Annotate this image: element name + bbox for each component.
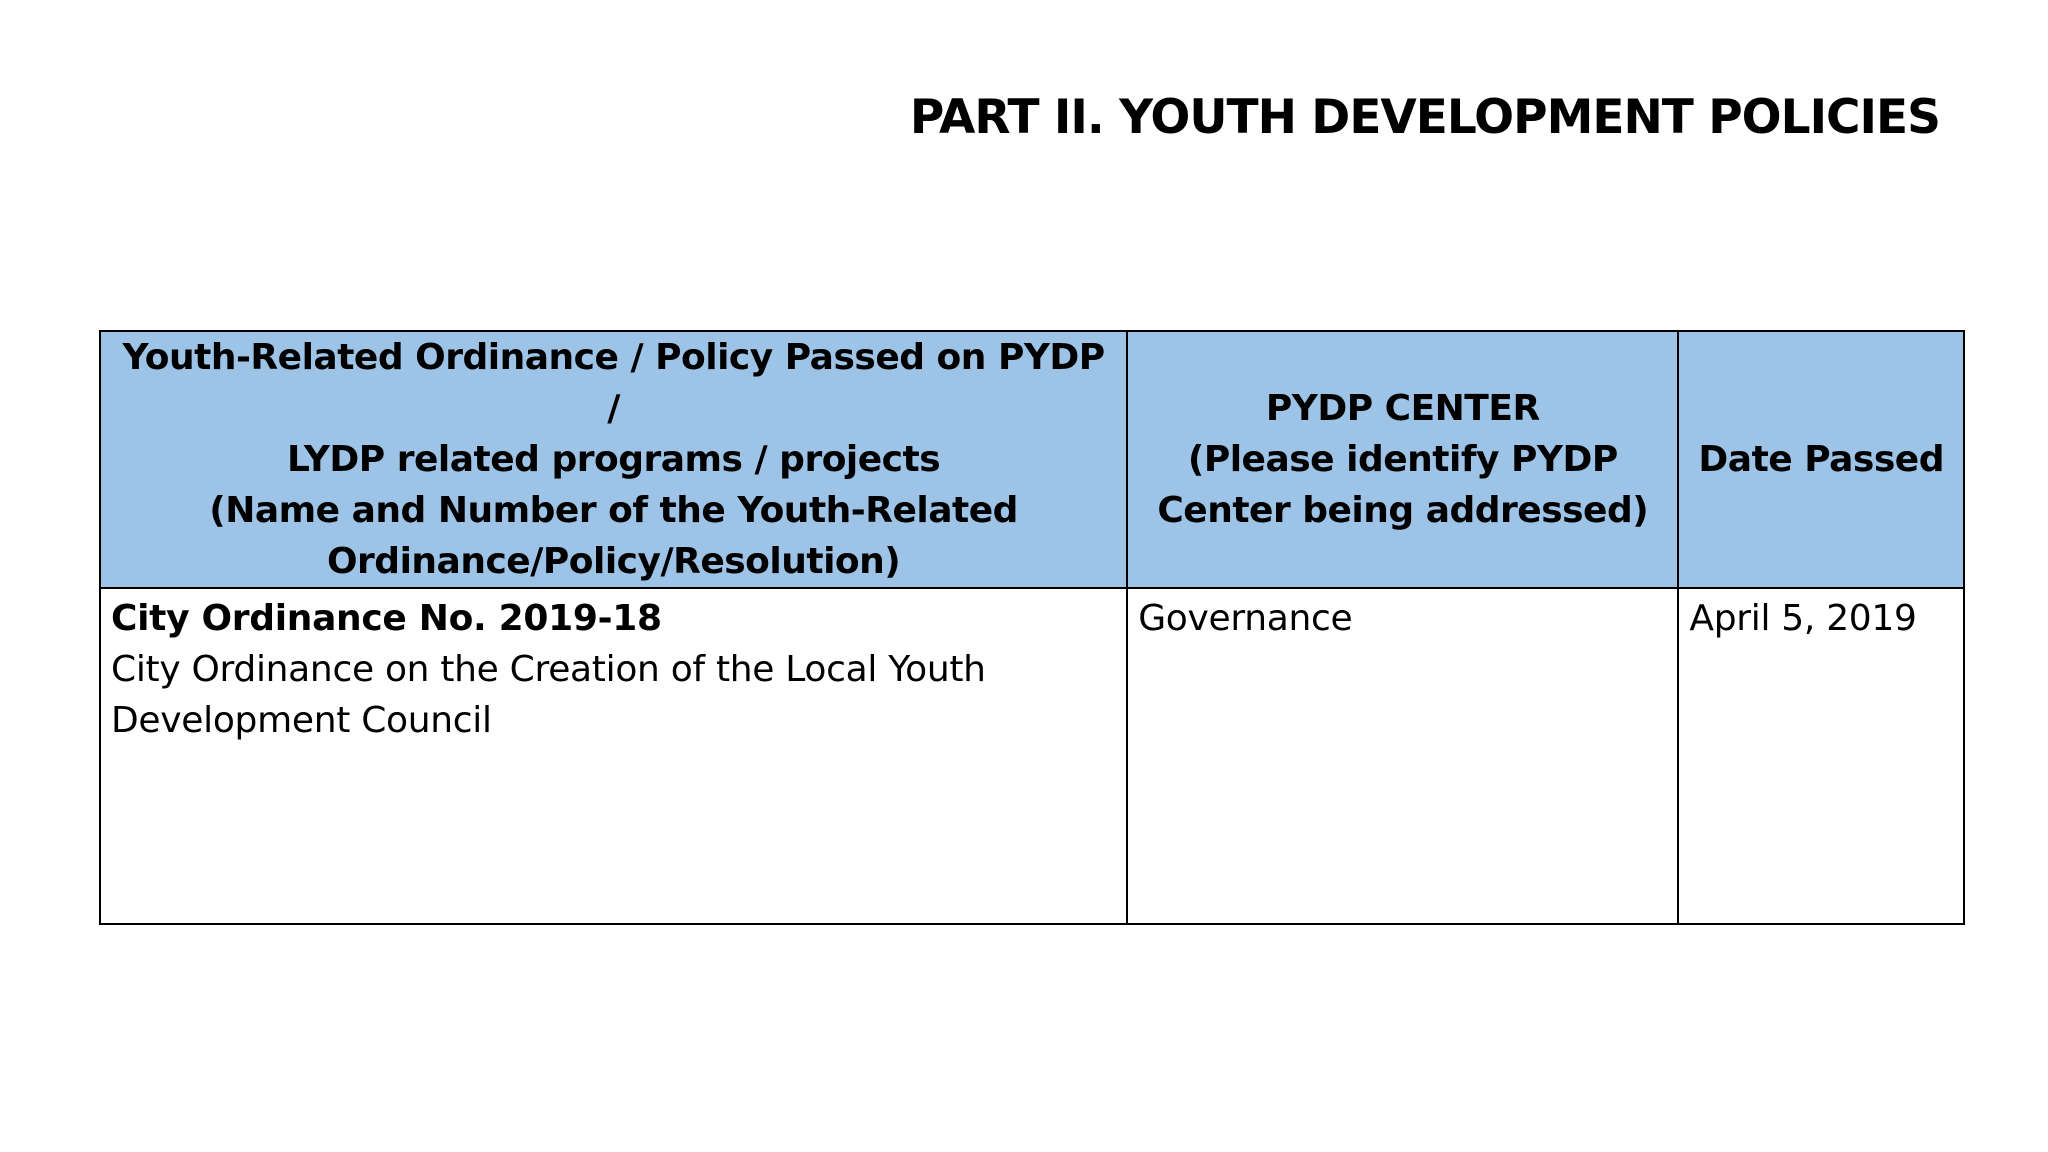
- header-ordinance: [100, 331, 1127, 588]
- cell-pydp-center: Governance: [1127, 588, 1678, 924]
- cell-date-passed: April 5, 2019: [1678, 588, 1964, 924]
- header-pydp-center-line: (Please identify PYDP: [1187, 439, 1618, 480]
- header-ordinance-line: Ordinance/Policy/Resolution): [326, 541, 901, 582]
- ordinance-number: City Ordinance No. 2019-18: [111, 598, 662, 639]
- header-date-passed: [1678, 331, 1964, 588]
- ordinance-description: City Ordinance on the Creation of the Local Youth Development Council: [111, 649, 986, 741]
- header-ordinance-line: (Name and Number of the Youth-Related: [209, 490, 1018, 531]
- header-pydp-center-line: Center being addressed): [1157, 490, 1649, 531]
- table-row: [100, 588, 1964, 924]
- cell-ordinance: [100, 588, 1127, 924]
- header-ordinance-line: LYDP related programs / projects: [287, 439, 941, 480]
- table-header-row: [100, 331, 1964, 588]
- header-date-passed-line: Date Passed: [1698, 439, 1944, 480]
- youth-policies-table: [99, 330, 1965, 925]
- header-pydp-center-line: PYDP CENTER: [1265, 388, 1540, 429]
- header-ordinance-line: Youth-Related Ordinance / Policy Passed on PYDP /: [122, 337, 1105, 429]
- page-title: PART II. YOUTH DEVELOPMENT POLICIES: [909, 90, 1940, 145]
- header-pydp-center: [1127, 331, 1678, 588]
